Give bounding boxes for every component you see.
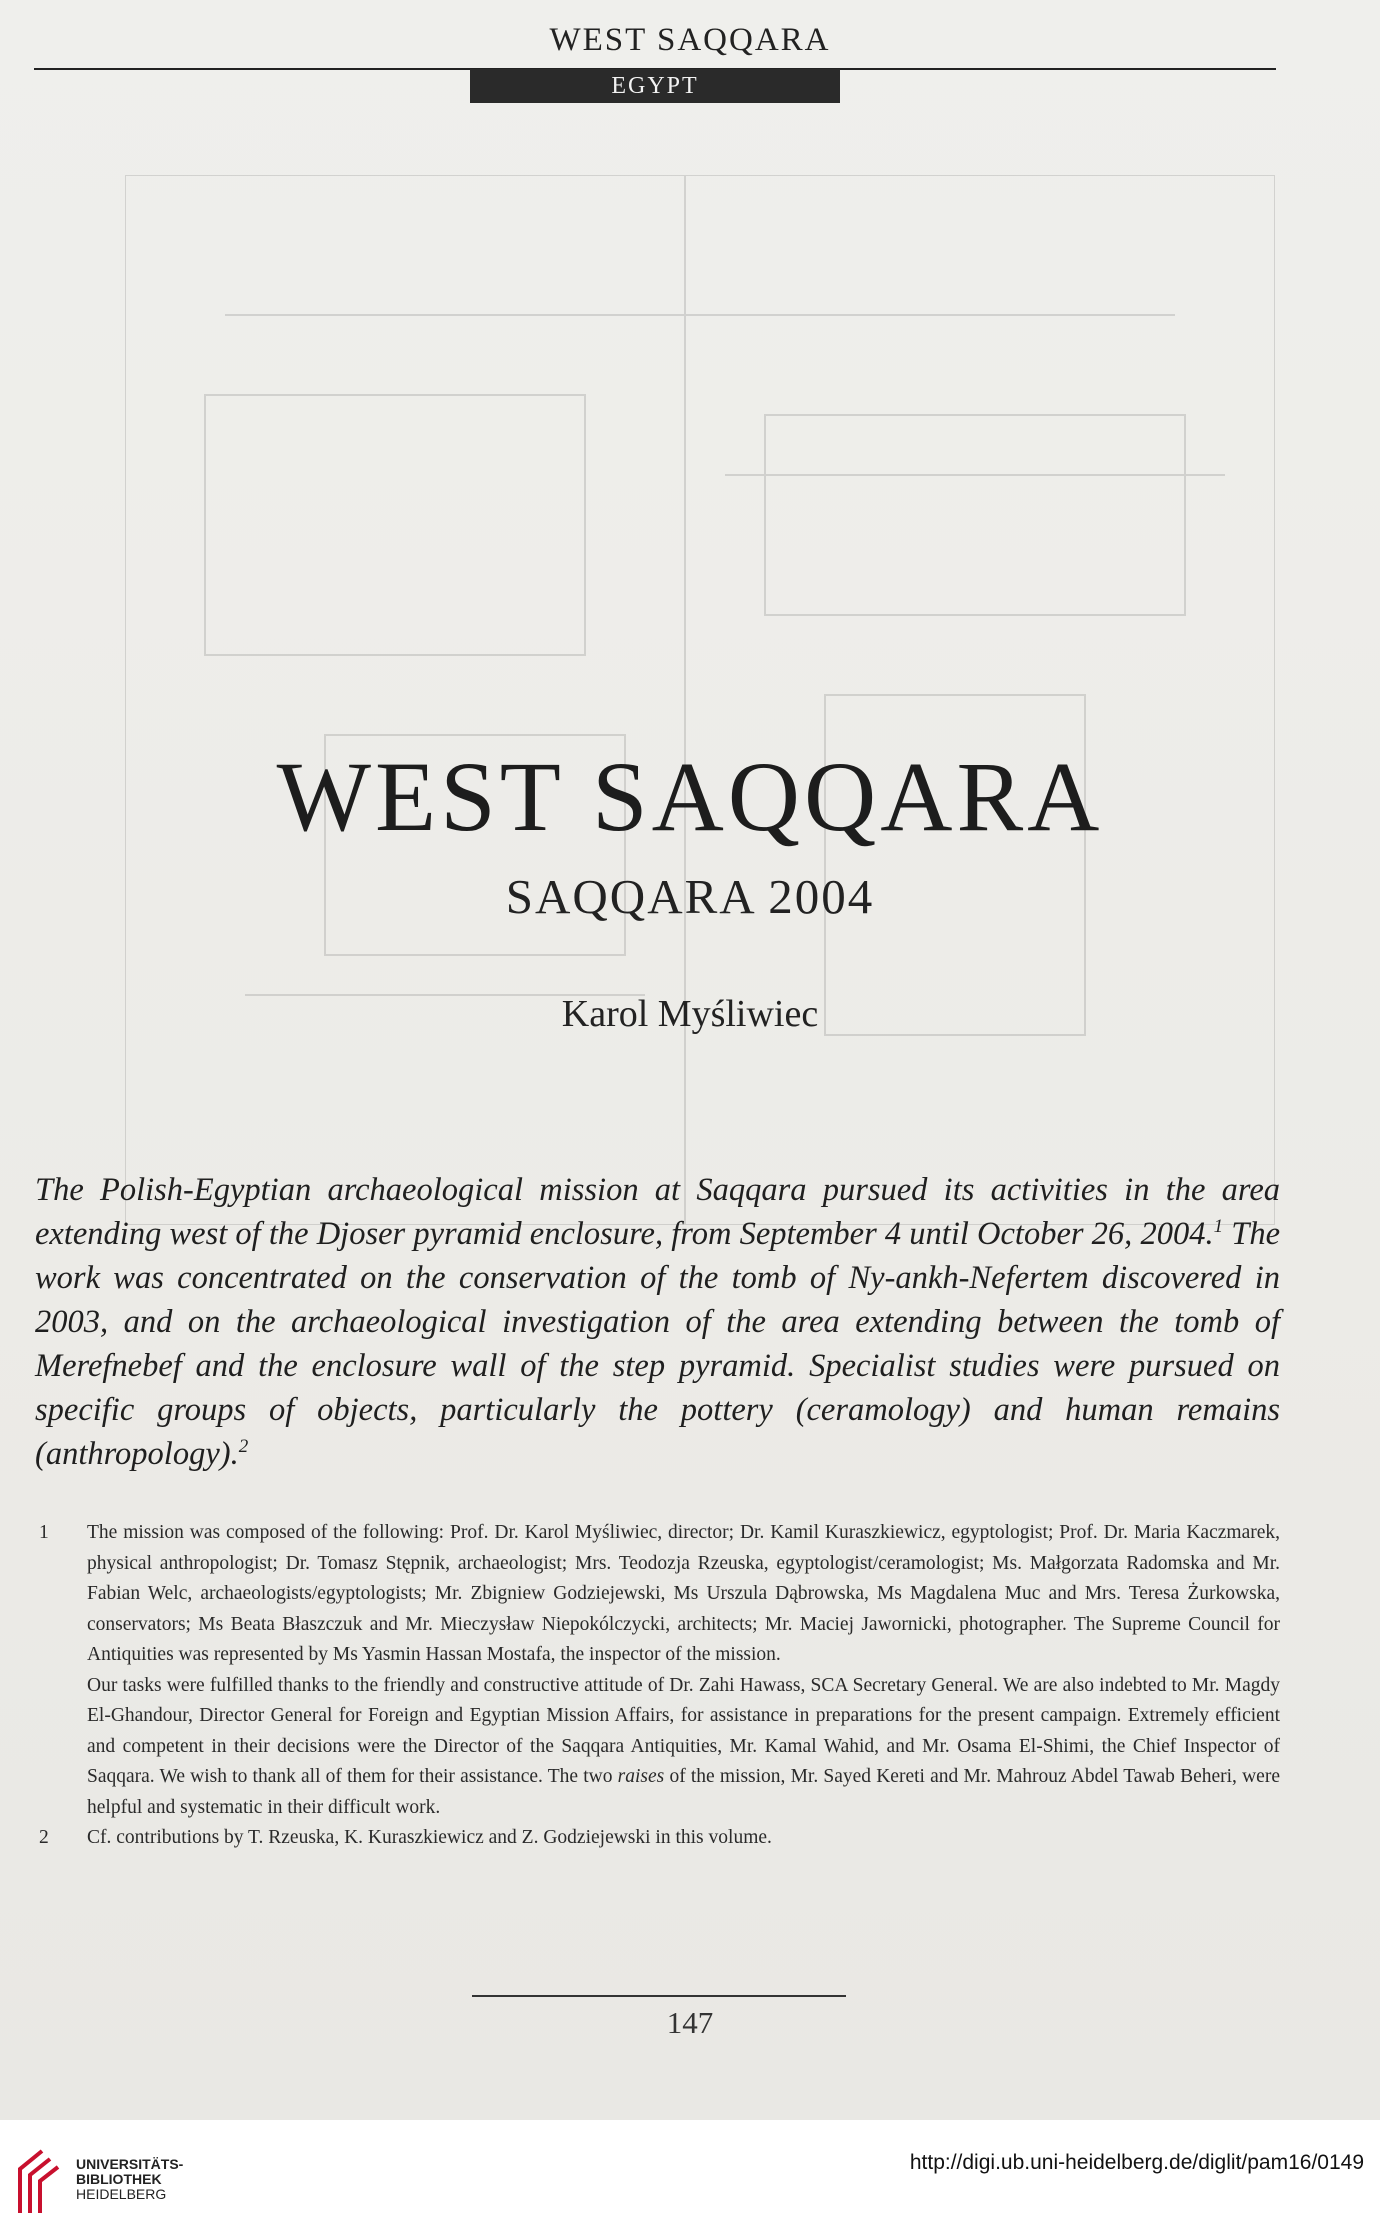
article-author: Karol Myśliwiec: [561, 993, 819, 1035]
footnote-ref-1: 1: [1213, 1216, 1224, 1238]
footnotes: [35, 1518, 1280, 1854]
footnote-italic-term: raises: [617, 1766, 665, 1787]
footnote-1: [35, 1518, 1280, 1823]
abstract-text-part2: The work was concentrated on the conservation of the tomb of Ny-ankh-Nefertem discovered in 2003, and on the archaeological investigation of the area extending between the tomb of Merefnebef and the enclosure wall of the step pyramid. Specialist studies were pursued on specific groups of objects, particularly the pottery (ceramology) and human remains (anthropology).: [35, 1216, 1280, 1472]
footnote-paragraph: The mission was composed of the following: Prof. Dr. Karol Myśliwiec, director; Dr. Kamil Kuraszkiewicz, egyptologist; Prof. Dr. Maria Kaczmarek, physical anthropologist; Dr. Tomasz Stępnik, archaeologist; Mrs. Teodozja Rzeuska, egyptologist/ceramologist; Ms. Małgorzata Radomska and Mr. Fabian Welc, archaeologists/egyptologists; Mr. Zbigniew Godziejewski, Ms Urszula Dąbrowska, Ms Magdalena Muc and Mrs. Teresa Żurkowska, conservators; Ms Beata Błaszczuk and Mr. Mieczysław Niepokólczycki, architects; Mr. Maciej Jawornicki, photographer. The Supreme Council for Antiquities was represented by Ms Yasmin Hassan Mostafa, the inspector of the mission.: [87, 1522, 1280, 1665]
article-subtitle: SAQQARA 2004: [505, 869, 875, 924]
running-title: WEST SAQQARA: [549, 22, 831, 58]
library-name: [76, 2157, 183, 2202]
digitization-footer: [0, 2120, 1380, 2232]
footnote-number: 2: [39, 1827, 49, 1848]
footnote-text: Our tasks were fulfilled thanks to the friendly and constructive attitude of Dr. Zahi Hawass, SCA Secretary General. We are also indebted to Mr. Magdy El-Ghandour, Director General for Foreign and Egyptian Mission Affairs, for assistance in preparations for the present campaign. Extremely efficient and competent in their decisions were the Director of the Saqqara Antiquities, Mr. Kamal Wahid, and Mr. Osama El-Shimi, the Chief Inspector of Saqqara. We wish to thank all of them for their assistance. The two: [87, 1674, 1280, 1787]
bleed-through-drawing: [125, 175, 1275, 1225]
page-number-rule: [472, 1995, 846, 1997]
footnote-2: [35, 1823, 1280, 1854]
footnote-paragraph: Cf. contributions by T. Rzeuska, K. Kuraszkiewicz and Z. Godziejewski in this volume.: [87, 1827, 772, 1848]
source-url-link[interactable]: http://digi.ub.uni-heidelberg.de/diglit/pam16/0149: [909, 2151, 1364, 2174]
library-name-line: HEIDELBERG: [76, 2186, 167, 2202]
abstract-text-part1: The Polish-Egyptian archaeological mission at Saqqara pursued its activities in the area extending west of the Djoser pyramid enclosure, from September 4 until October 26, 2004.: [35, 1172, 1280, 1252]
footnote-number: 1: [39, 1522, 49, 1543]
article-title: WEST SAQQARA: [276, 741, 1104, 852]
footnote-text: of the mission, Mr. Sayed Kereti and Mr. Mahrouz Abdel Tawab Beheri, were helpful and systematic in their difficult work.: [87, 1766, 1280, 1818]
footnote-paragraph: [87, 1671, 1280, 1824]
abstract: [35, 1168, 1280, 1476]
library-logo-icon: [14, 2145, 64, 2215]
library-name-line: BIBLIOTHEK: [76, 2171, 162, 2187]
section-label: EGYPT: [470, 69, 840, 103]
library-name-line: UNIVERSITÄTS-: [76, 2156, 184, 2172]
footnote-ref-2: 2: [238, 1436, 249, 1458]
page-number: 147: [666, 2005, 714, 2040]
